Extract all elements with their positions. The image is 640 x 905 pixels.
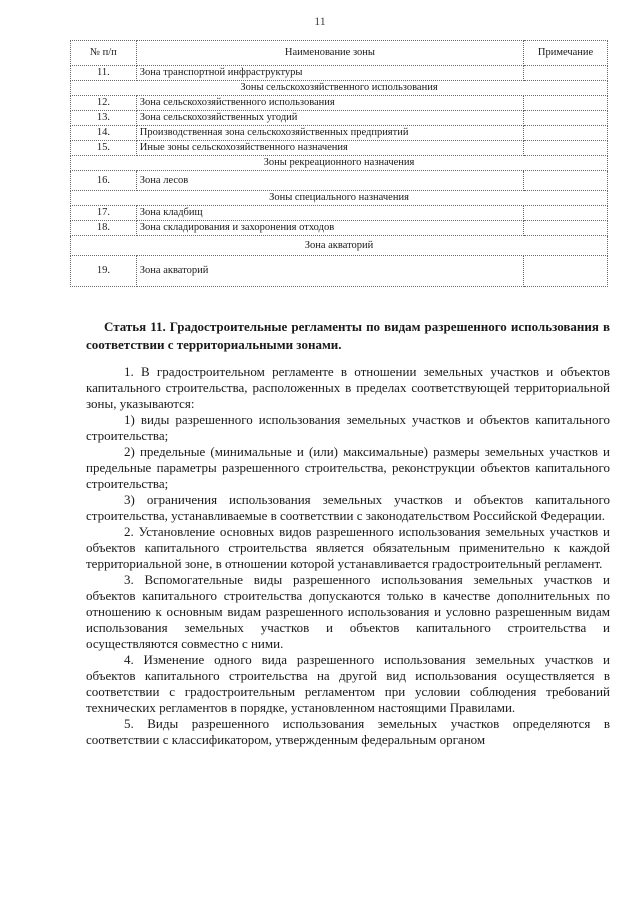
header-zone-name: Наименование зоны	[136, 41, 523, 66]
table-row	[71, 206, 608, 221]
paragraph: 2) предельные (минимальные и (или) максимальные) размеры земельных участков и предельные параметры разрешенного строительства, реконструкции объектов капитального строительства;	[86, 444, 610, 491]
row-number: 15.	[71, 141, 137, 156]
row-number: 19.	[71, 256, 137, 287]
table-row	[71, 221, 608, 236]
table-row	[71, 171, 608, 191]
section-row	[71, 191, 608, 206]
row-note	[524, 221, 608, 236]
paragraph: 1. В градостроительном регламенте в отношении земельных участков и объектов капитального строительства, расположенных в пределах соответствующей территориальной зоны, указываются:	[86, 364, 610, 411]
row-note	[524, 141, 608, 156]
row-number: 13.	[71, 111, 137, 126]
table-row	[71, 96, 608, 111]
row-zone-name: Зона транспортной инфраструктуры	[136, 66, 523, 81]
article-body	[86, 364, 610, 748]
header-number: № п/п	[71, 41, 137, 66]
page-number: 11	[314, 14, 326, 28]
table-row	[71, 256, 608, 287]
row-zone-name: Зона лесов	[136, 171, 523, 191]
zones-table	[70, 40, 608, 287]
section-title: Зоны сельскохозяйственного использования	[71, 81, 608, 96]
row-zone-name: Зона складирования и захоронения отходов	[136, 221, 523, 236]
row-note	[524, 96, 608, 111]
row-number: 14.	[71, 126, 137, 141]
row-number: 12.	[71, 96, 137, 111]
row-number: 16.	[71, 171, 137, 191]
paragraph: 2. Установление основных видов разрешенного использования земельных участков и объектов капитального строительства является обязательным применительно к каждой территориальной зоне, в отношении которой устанавливается градостроительный регламент.	[86, 524, 610, 571]
table-row	[71, 111, 608, 126]
row-number: 18.	[71, 221, 137, 236]
paragraph: 3) ограничения использования земельных участков и объектов капитального строительства, устанавливаемые в соответствии с законодательством Российской Федерации.	[86, 492, 610, 523]
section-title: Зоны специального назначения	[71, 191, 608, 206]
row-number: 11.	[71, 66, 137, 81]
table-row	[71, 66, 608, 81]
row-note	[524, 256, 608, 287]
section-title: Зоны рекреационного назначения	[71, 156, 608, 171]
table-header-row	[71, 41, 608, 66]
row-zone-name: Зона кладбищ	[136, 206, 523, 221]
row-note	[524, 66, 608, 81]
row-note	[524, 111, 608, 126]
paragraph: 4. Изменение одного вида разрешенного использования земельных участков и объектов капитального строительства на другой вид использования осуществляется в соответствии с градостроительным регламентом при условии соблюдения требований технических регламентов в порядке, установленном настоящими Правилами.	[86, 652, 610, 715]
article-title: Статья 11. Градостроительные регламенты по видам разрешенного использования в соответствии с территориальными зонами.	[86, 319, 610, 352]
header-note: Примечание	[524, 41, 608, 66]
paragraph: 1) виды разрешенного использования земельных участков и объектов капитального строительства;	[86, 412, 610, 443]
row-zone-name: Зона сельскохозяйственного использования	[136, 96, 523, 111]
row-zone-name: Иные зоны сельскохозяйственного назначения	[136, 141, 523, 156]
paragraph: 5. Виды разрешенного использования земельных участков определяются в соответствии с классификатором, утвержденным федеральным органом	[86, 716, 610, 747]
row-note	[524, 171, 608, 191]
section-row	[71, 156, 608, 171]
row-note	[524, 206, 608, 221]
table-row	[71, 141, 608, 156]
section-row	[71, 81, 608, 96]
row-zone-name: Производственная зона сельскохозяйственных предприятий	[136, 126, 523, 141]
paragraph: 3. Вспомогательные виды разрешенного использования земельных участков и объектов капитального строительства допускаются только в качестве дополнительных по отношению к основным видам разрешенного использования и условно разрешенным видам использования земельных участков и объектов капитального строительства и осуществляются совместно с ними.	[86, 572, 610, 651]
section-title: Зона акваторий	[71, 236, 608, 256]
section-row	[71, 236, 608, 256]
table-row	[71, 126, 608, 141]
row-zone-name: Зона сельскохозяйственных угодий	[136, 111, 523, 126]
row-zone-name: Зона акваторий	[136, 256, 523, 287]
row-note	[524, 126, 608, 141]
row-number: 17.	[71, 206, 137, 221]
